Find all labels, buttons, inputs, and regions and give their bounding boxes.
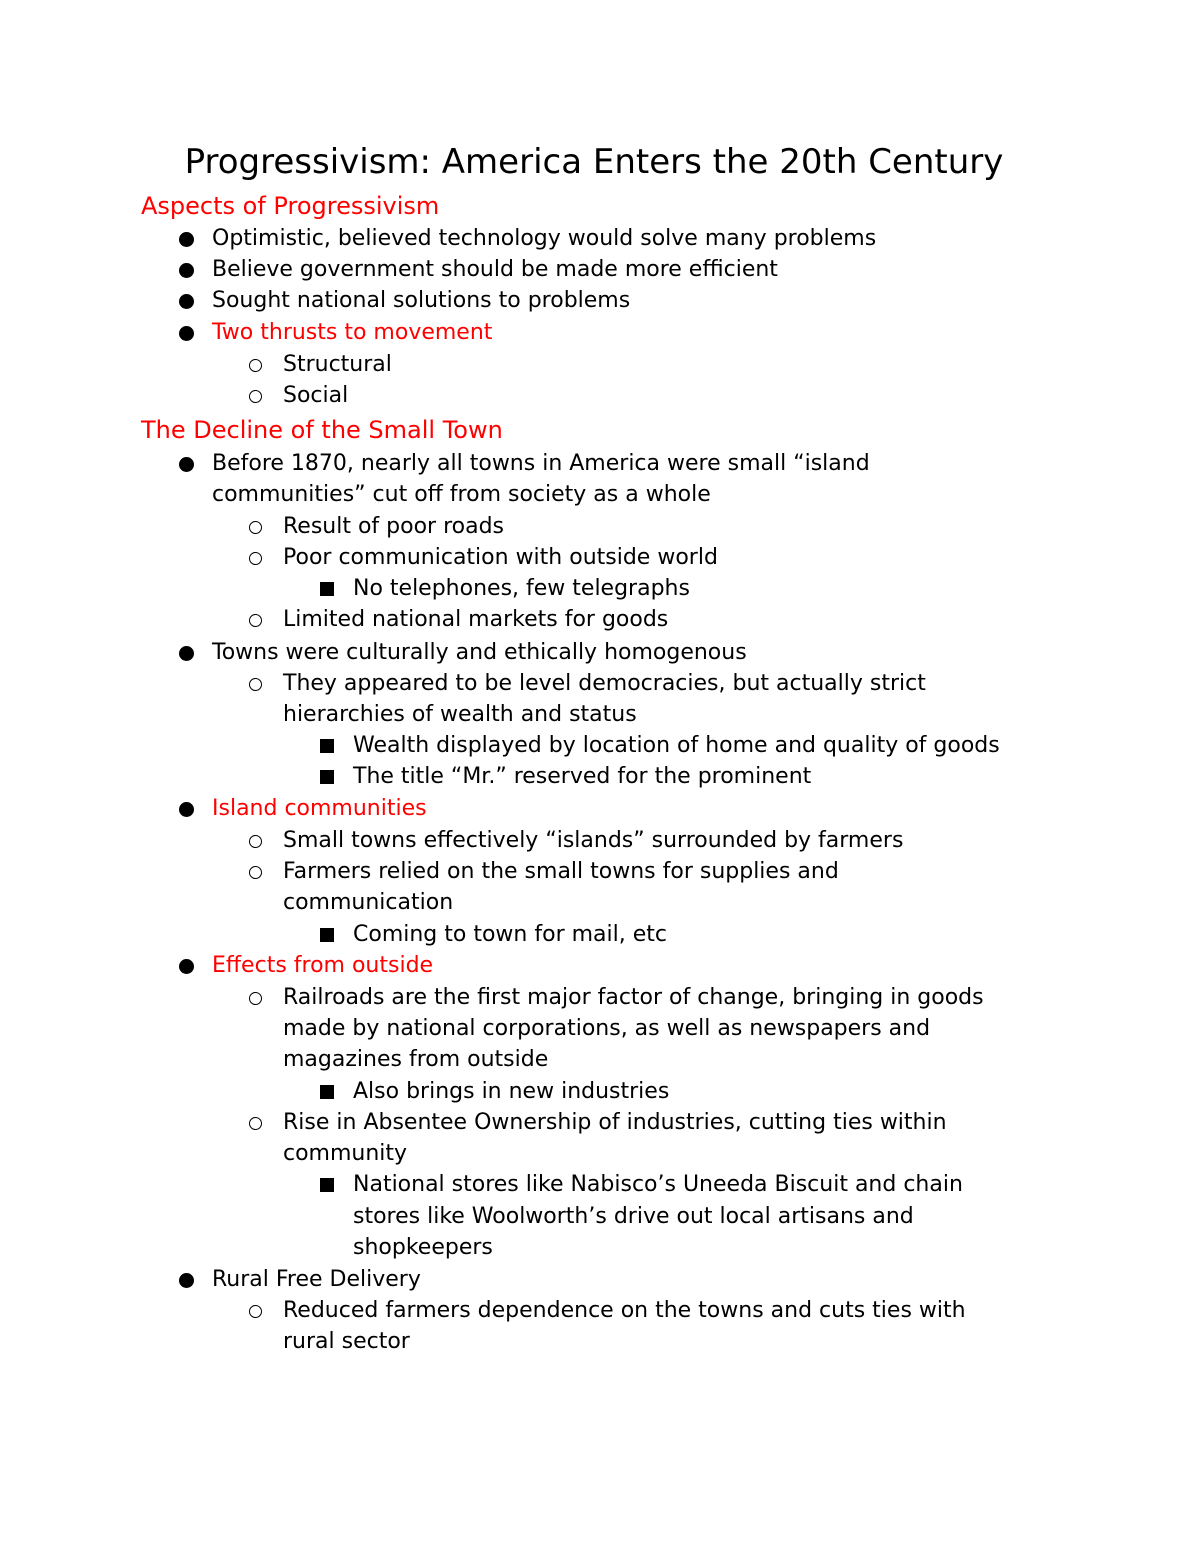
filled-circle-bullet-icon xyxy=(179,232,194,247)
filled-square-bullet-icon xyxy=(320,928,334,942)
hollow-circle-bullet-icon xyxy=(249,614,262,627)
section-heading-aspects: Aspects of Progressivism xyxy=(141,192,440,220)
list-item-continuation: communities” cut off from society as a whole xyxy=(212,482,711,507)
list-item xyxy=(283,856,839,887)
list-item xyxy=(283,1295,966,1326)
filled-circle-bullet-icon xyxy=(179,959,194,974)
list-item xyxy=(283,511,504,542)
list-item-subheading xyxy=(212,793,427,824)
list-item-text: Coming to town for mail, etc xyxy=(353,922,667,947)
list-item xyxy=(283,668,926,699)
list-item xyxy=(212,448,870,479)
list-item-text: The title “Mr.” reserved for the prominent xyxy=(353,764,812,789)
list-item-text: Social xyxy=(283,383,349,408)
list-item xyxy=(353,761,811,792)
list-item xyxy=(353,730,1000,761)
list-item-text: Limited national markets for goods xyxy=(283,607,669,632)
list-item-subheading xyxy=(212,317,492,348)
section-heading-decline: The Decline of the Small Town xyxy=(141,416,503,444)
list-item-text: No telephones, few telegraphs xyxy=(353,576,690,601)
list-item-continuation: communication xyxy=(283,890,454,915)
filled-circle-bullet-icon xyxy=(179,646,194,661)
hollow-circle-bullet-icon xyxy=(249,678,262,691)
page-title: Progressivism: America Enters the 20th Century xyxy=(184,142,1004,182)
hollow-circle-bullet-icon xyxy=(249,835,262,848)
list-item-text: Optimistic, believed technology would solve many problems xyxy=(212,226,877,251)
list-item-text: Two thrusts to movement xyxy=(212,320,493,345)
list-item-text: Small towns effectively “islands” surrounded by farmers xyxy=(283,828,904,853)
list-item-text: Rise in Absentee Ownership of industries, cutting ties within xyxy=(283,1110,947,1135)
list-item xyxy=(212,254,778,285)
list-item-text: Reduced farmers dependence on the towns and cuts ties with xyxy=(283,1298,966,1323)
list-item-text: Farmers relied on the small towns for supplies and xyxy=(283,859,839,884)
list-item-text: They appeared to be level democracies, but actually strict xyxy=(283,671,926,696)
filled-square-bullet-icon xyxy=(320,582,334,596)
list-item xyxy=(353,919,667,950)
list-item-text: Believe government should be made more efficient xyxy=(212,257,778,282)
list-item-text: Towns were culturally and ethically homogenous xyxy=(212,640,747,665)
list-item-text: Result of poor roads xyxy=(283,514,505,539)
list-item xyxy=(283,349,392,380)
list-item-continuation: magazines from outside xyxy=(283,1047,549,1072)
list-item xyxy=(353,1169,963,1200)
list-item-text: Railroads are the first major factor of change, bringing in goods xyxy=(283,985,984,1010)
hollow-circle-bullet-icon xyxy=(249,521,262,534)
filled-circle-bullet-icon xyxy=(179,326,194,341)
list-item-text: Rural Free Delivery xyxy=(212,1267,421,1292)
list-item xyxy=(353,573,690,604)
list-item-text: Wealth displayed by location of home and quality of goods xyxy=(353,733,1000,758)
list-item-continuation: rural sector xyxy=(283,1329,410,1354)
hollow-circle-bullet-icon xyxy=(249,359,262,372)
list-item xyxy=(283,542,718,573)
list-item-text: Sought national solutions to problems xyxy=(212,288,631,313)
list-item xyxy=(283,604,668,635)
list-item-text: Structural xyxy=(283,352,392,377)
list-item xyxy=(212,285,630,316)
hollow-circle-bullet-icon xyxy=(249,1305,262,1318)
list-item xyxy=(283,825,903,856)
list-item xyxy=(212,637,747,668)
list-item-continuation: made by national corporations, as well as newspapers and xyxy=(283,1016,931,1041)
hollow-circle-bullet-icon xyxy=(249,992,262,1005)
list-item-continuation: shopkeepers xyxy=(353,1235,493,1260)
hollow-circle-bullet-icon xyxy=(249,1117,262,1130)
filled-square-bullet-icon xyxy=(320,1178,334,1192)
list-item-text: Effects from outside xyxy=(212,953,434,978)
list-item-text: Also brings in new industries xyxy=(353,1079,670,1104)
hollow-circle-bullet-icon xyxy=(249,390,262,403)
list-item-continuation: community xyxy=(283,1141,408,1166)
list-item-text: Before 1870, nearly all towns in America were small “island xyxy=(212,451,870,476)
list-item xyxy=(283,1107,947,1138)
filled-square-bullet-icon xyxy=(320,1085,334,1099)
filled-square-bullet-icon xyxy=(320,770,334,784)
filled-circle-bullet-icon xyxy=(179,294,194,309)
filled-square-bullet-icon xyxy=(320,739,334,753)
list-item xyxy=(212,223,876,254)
list-item-text: National stores like Nabisco’s Uneeda Biscuit and chain xyxy=(353,1172,963,1197)
list-item xyxy=(283,380,348,411)
hollow-circle-bullet-icon xyxy=(249,866,262,879)
list-item-text: Island communities xyxy=(212,796,427,821)
filled-circle-bullet-icon xyxy=(179,457,194,472)
hollow-circle-bullet-icon xyxy=(249,552,262,565)
list-item xyxy=(212,1264,421,1295)
list-item xyxy=(283,982,984,1013)
filled-circle-bullet-icon xyxy=(179,1273,194,1288)
list-item-text: Poor communication with outside world xyxy=(283,545,718,570)
list-item-continuation: hierarchies of wealth and status xyxy=(283,702,637,727)
list-item-subheading xyxy=(212,950,433,981)
list-item xyxy=(353,1076,669,1107)
filled-circle-bullet-icon xyxy=(179,802,194,817)
filled-circle-bullet-icon xyxy=(179,263,194,278)
list-item-continuation: stores like Woolworth’s drive out local artisans and xyxy=(353,1204,914,1229)
